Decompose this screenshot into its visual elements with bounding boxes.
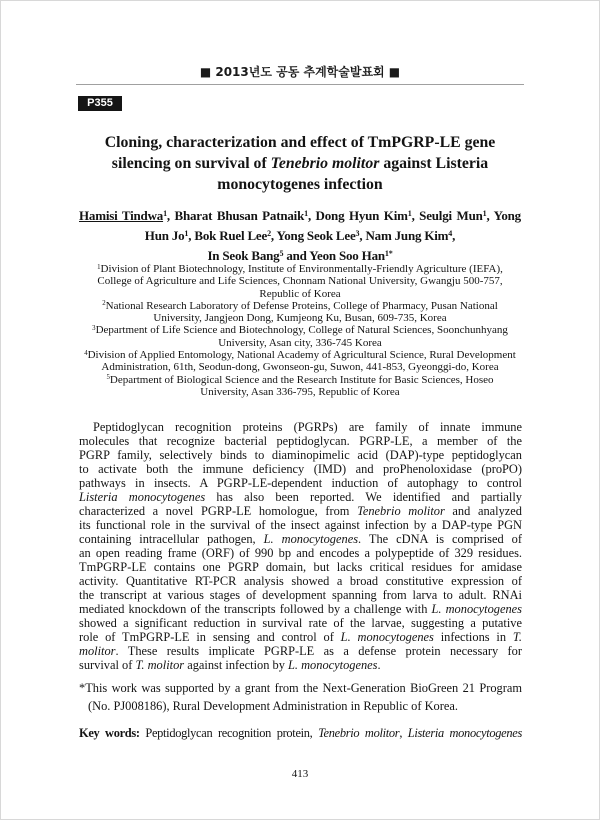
affiliation-text: Administration, 61th, Seodun-dong, Gwonseon-gu, Suwon, 441-853, Gyeonggi-do, Korea — [101, 361, 499, 374]
abstract-line — [79, 532, 522, 546]
abstract-line — [79, 490, 522, 504]
keyword-text: Peptidoglycan recognition protein, — [139, 726, 319, 740]
keywords-line — [79, 725, 522, 741]
abstract-text: to activate both the immune deficiency (IMD) and proPhenoloxidase (proPO) — [79, 462, 522, 476]
affiliation-text: University, Asan city, 336-745 Korea — [218, 336, 382, 349]
affiliation-text: University, Jangjeon Dong, Kumjeong Ku, Busan, 609-735, Korea — [153, 312, 447, 325]
author-list — [79, 206, 521, 266]
abstract-text: molecules that recognize bacterial peptidoglycan. PGRP-LE, a member of the — [79, 434, 522, 448]
title-text: Cloning, characterization and effect of TmPGRP-LE gene — [104, 134, 496, 151]
abstract-line — [79, 462, 522, 476]
title-line — [60, 153, 540, 174]
author-name: , Yong — [486, 208, 521, 223]
affiliation-superscript: 3 — [355, 228, 360, 238]
page-number: 413 — [291, 768, 309, 780]
abstract-body — [79, 420, 522, 672]
abstract-text: PGRP family, selectively binds to diaminopimelic acid (DAP)-type peptidoglycan — [79, 448, 522, 462]
abstract-line — [79, 476, 522, 490]
author-name: Hamisi Tindwa — [79, 208, 164, 223]
affiliation-line — [70, 349, 530, 361]
author-line — [79, 226, 521, 246]
abstract-line — [79, 630, 522, 644]
abstract-text: Listeria monocytogenes — [79, 490, 206, 504]
affiliation-line — [70, 300, 530, 312]
title-line — [60, 174, 540, 195]
abstract-text: an open reading frame (ORF) of 990 bp and encodes a polypeptide of 329 residues. — [79, 546, 522, 560]
title-text: against Listeria — [379, 155, 489, 172]
author-name: , — [452, 228, 456, 243]
affiliation-text: Department of Biological Science and the Research Institute for Basic Sciences, Hoseo — [109, 373, 494, 386]
affiliation-text: College of Agriculture and Life Sciences, Chonnam National University, Gwangju 500-757, — [97, 275, 503, 288]
affiliation-superscript: 1 — [304, 208, 308, 218]
affiliation-line — [70, 312, 530, 324]
affiliation-text: Division of Plant Biotechnology, Institute of Environmentally-Friendly Agriculture (IEFA), — [100, 263, 503, 275]
affiliation-text: Department of Life Science and Biotechnology, College of Natural Sciences, Soonchunhyang — [95, 324, 508, 337]
affiliation-superscript: 2 — [267, 228, 271, 238]
abstract-text: pathways in insects. A PGRP-LE-dependent induction of autophagy to control — [79, 476, 522, 490]
abstract-line — [79, 546, 522, 560]
abstract-text: L. monocytogenes — [431, 602, 522, 616]
abstract-text: against infection by — [184, 658, 289, 672]
affiliation-number: 5 — [106, 374, 110, 382]
abstract-text: mediated knockdown of the transcripts followed by a challenge with — [79, 602, 432, 616]
abstract-text: containing intracellular pathogen, — [79, 532, 264, 546]
affiliation-superscript: 1 — [163, 208, 167, 218]
abstract-text: . The cDNA is comprised of — [358, 532, 522, 546]
title-text: silencing on survival of — [111, 155, 271, 172]
author-name: , Nam Jung Kim — [359, 228, 449, 243]
abstract-text: and analyzed — [444, 504, 522, 518]
affiliation-list — [70, 263, 530, 398]
affiliation-text: University, Asan 336-795, Republic of Korea — [200, 385, 400, 398]
header-rule — [76, 84, 524, 85]
abstract-text: the transcript at various stages of development spanning from larva to adult. RNAi — [79, 588, 522, 602]
affiliation-line — [70, 275, 530, 287]
abstract-text: . — [377, 658, 381, 672]
abstract-line — [79, 434, 522, 448]
funding-footnote — [79, 679, 522, 715]
author-name: In Seok Bang — [207, 248, 280, 263]
abstract-text: T. molitor — [135, 658, 185, 672]
affiliation-superscript: 4 — [448, 228, 453, 238]
keywords-values — [140, 726, 522, 740]
abstract-text: infections in — [433, 630, 513, 644]
affiliation-line — [70, 386, 530, 398]
abstract-line — [79, 518, 522, 532]
author-name: and Yeon Soo Han — [283, 248, 385, 263]
paper-title — [60, 132, 540, 195]
author-name: Hun Jo — [144, 228, 185, 243]
abstract-line — [79, 602, 522, 616]
abstract-line — [79, 644, 522, 658]
abstract-text: L. monocytogenes — [288, 658, 378, 672]
footnote-line: (No. PJ008186), Rural Development Administration in Republic of Korea. — [88, 699, 458, 713]
abstract-text: role of TmPGRP-LE in sensing and control of — [79, 630, 341, 644]
affiliation-number: 3 — [92, 325, 96, 333]
keywords-label: Key words: — [79, 726, 140, 740]
affiliation-text: Division of Applied Entomology, National Academy of Agricultural Science, Rural Development — [87, 349, 516, 362]
author-line — [79, 206, 521, 226]
abstract-text: Peptidoglycan recognition proteins (PGRPs) are family of innate immune — [93, 420, 522, 434]
abstract-text: its functional role in the survival of the insect against infection by a DAP-type PGN — [79, 518, 522, 532]
abstract-line — [79, 560, 522, 574]
author-name: , Bharat Bhusan Patnaik — [166, 208, 305, 223]
affiliation-superscript: 5 — [279, 248, 284, 258]
title-line — [60, 132, 540, 153]
abstract-line — [79, 658, 522, 672]
footnote-line: *This work was supported by a grant from the Next-Generation BioGreen 21 Program — [79, 681, 522, 695]
title-text: monocytogenes infection — [217, 176, 383, 193]
affiliation-line — [70, 263, 530, 275]
abstract-text: survival of — [79, 658, 136, 672]
abstract-text: activity. Quantitative RT-PCR analysis showed a broad constitutive expression of — [79, 574, 522, 588]
affiliation-superscript: 1 — [482, 208, 487, 218]
abstract-line — [79, 616, 522, 630]
abstract-line — [79, 448, 522, 462]
abstract-text: has also been reported. We identified and partially — [205, 490, 522, 504]
keyword-text: Listeria monocytogenes — [407, 726, 522, 740]
author-name: , Yong Seok Lee — [270, 228, 356, 243]
title-text: Tenebrio molitor — [270, 155, 380, 172]
affiliation-number: 2 — [102, 300, 106, 308]
affiliation-text: Republic of Korea — [259, 287, 341, 300]
affiliation-line — [70, 361, 530, 373]
affiliation-text: National Research Laboratory of Defense Proteins, College of Pharmacy, Pusan National — [105, 299, 498, 312]
abstract-text: Tenebrio molitor — [357, 504, 445, 518]
abstract-line — [79, 574, 522, 588]
affiliation-number: 4 — [84, 349, 88, 357]
affiliation-superscript: 1 — [407, 208, 412, 218]
affiliation-superscript: 1* — [384, 248, 393, 258]
keyword-text: , — [399, 726, 408, 740]
poster-number-badge: P355 — [78, 96, 122, 111]
abstract-line — [79, 420, 522, 434]
abstract-text: . These results implicate PGRP-LE as a defense protein necessary for — [115, 644, 522, 658]
abstract-line — [79, 588, 522, 602]
abstract-text: L. monocytogenes — [340, 630, 434, 644]
abstract-text: showed a significant reduction in survival rate of the larvae, suggesting a putative — [79, 616, 522, 630]
abstract-text: T. — [512, 630, 522, 644]
abstract-text: L. monocytogenes — [263, 532, 359, 546]
affiliation-line — [70, 288, 530, 300]
conference-header: ■ 2013년도 공동 추계학술발표회 ■ — [199, 65, 401, 79]
affiliation-line — [70, 324, 530, 336]
affiliation-number: 1 — [97, 263, 101, 271]
abstract-line — [79, 504, 522, 518]
affiliation-line — [70, 337, 530, 349]
author-name: , Dong Hyun Kim — [307, 208, 408, 223]
author-name: , Bok Ruel Lee — [188, 228, 268, 243]
abstract-text: molitor — [79, 644, 116, 658]
affiliation-superscript: 1 — [184, 228, 189, 238]
author-name: , Seulgi Mun — [411, 208, 483, 223]
abstract-text: TmPGRP-LE contains one PGRP domain, but lacks critical residues for amidase — [79, 560, 522, 574]
abstract-text: characterized a novel PGRP-LE homologue, from — [79, 504, 358, 518]
affiliation-line — [70, 374, 530, 386]
keyword-text: Tenebrio molitor — [318, 726, 400, 740]
